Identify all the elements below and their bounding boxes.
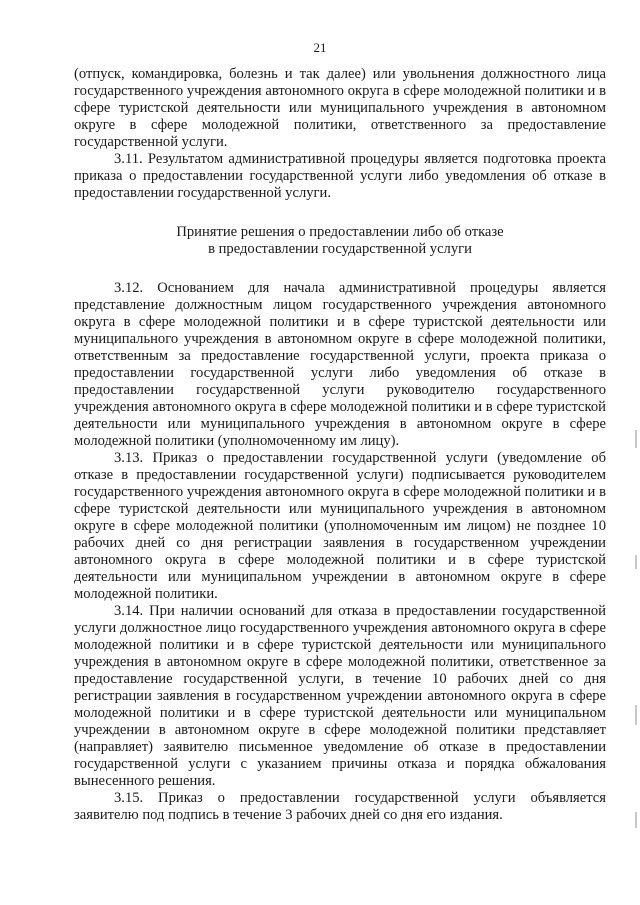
section-heading: [74, 224, 606, 258]
document-body: [74, 66, 606, 824]
scan-mark: [635, 555, 637, 569]
section-heading-line-1: Принятие решения о предоставлении либо об отказе: [176, 224, 504, 240]
paragraph-3-13: 3.13. Приказ о предоставлении государственной услуги (уведомление об отказе в предоставлении государственной услуги) подписывается руководителем государственного учреждения автономного округа в сфере молодежной политики и в сфере туристской деятельности или муниципального учреждения в автономном округе в сфере молодежной политики (уполномоченным им лицом) не позднее 10 рабочих дней со дня регистрации заявления в государственном учреждении автономного округа в сфере молодежной политики и в сфере туристской деятельности или муниципальном учреждении в автономном округе в сфере молодежной политики.: [74, 450, 606, 602]
paragraph-3-11: 3.11. Результатом административной процедуры является подготовка проекта приказа о предоставлении государственной услуги либо уведомления об отказе в предоставлении государственной услуги.: [74, 151, 606, 201]
paragraph-3-14: 3.14. При наличии оснований для отказа в предоставлении государственной услуги должностное лицо государственного учреждения автономного округа в сфере молодежной политики и в сфере туристской деятельности или муниципального учреждения в автономном округе в сфере молодежной политики, ответственное за предоставление государственной услуги, в течение 10 рабочих дней со дня регистрации заявления в государственном учреждении автономного округа в сфере молодежной политики и в сфере туристской деятельности или муниципальном учреждении в автономном округе в сфере молодежной политики представляет (направляет) заявителю письменное уведомление об отказе в предоставлении государственной услуги с указанием причины отказа и порядка обжалования вынесенного решения.: [74, 603, 606, 789]
section-heading-line-2: в предоставлении государственной услуги: [208, 241, 472, 257]
paragraph-3-12: 3.12. Основанием для начала административной процедуры является представление должностным лицом государственного учреждения автономного округа в сфере молодежной политики и в сфере туристской деятельности или муниципального учреждения в автономном округе в сфере молодежной политики, ответственным за предоставление государственной услуги, проекта приказа о предоставлении государственной услуги либо уведомления об отказе в предоставлении государственной услуги руководителю государственного учреждения автономного округа в сфере молодежной политики и в сфере туристской деятельности или муниципального учреждения в автономном округе в сфере молодежной политики (уполномоченному им лицу).: [74, 280, 606, 449]
paragraph-continuation: (отпуск, командировка, болезнь и так далее) или увольнения должностного лица государственного учреждения автономного округа в сфере молодежной политики и в сфере туристской деятельности или муниципального учреждения в автономном округе в сфере молодежной политики, ответственного за предоставление государственной услуги.: [74, 66, 606, 150]
scan-mark: [635, 812, 637, 828]
page-number: 21: [313, 40, 327, 55]
paragraph-3-15: 3.15. Приказ о предоставлении государственной услуги объявляется заявителю под подпись в течение 3 рабочих дней со дня его издания.: [74, 790, 606, 823]
scan-mark: [635, 705, 637, 725]
scan-mark: [635, 430, 637, 448]
